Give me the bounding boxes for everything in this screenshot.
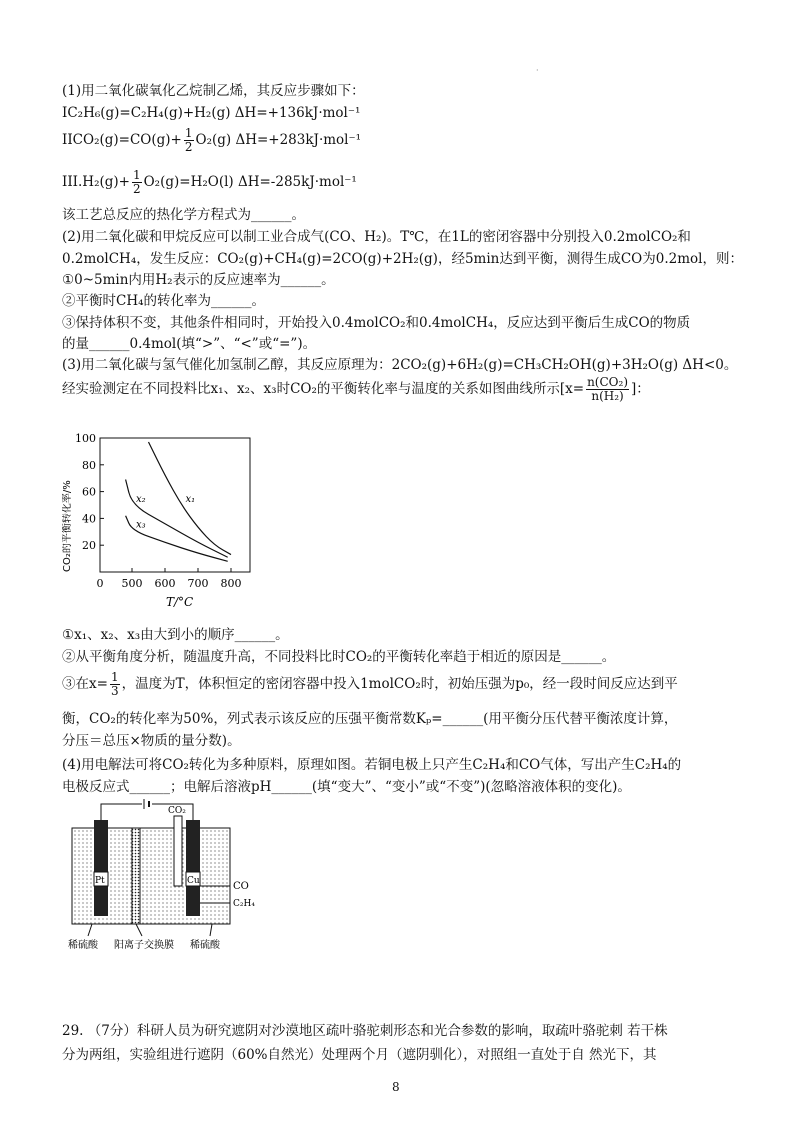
x-tick-label: 0 xyxy=(96,577,104,590)
q3-ratio-text: 经实验测定在不同投料比x₁、x₂、x₃时CO₂的平衡转化率与温度的关系如图曲线所示[x= xyxy=(62,381,585,397)
plot-frame xyxy=(100,438,250,572)
q1-answer-line: 该工艺总反应的热化学方程式为______。 xyxy=(62,207,305,223)
cu-label: Cu xyxy=(187,876,200,886)
series-label-2: x₂ xyxy=(136,494,146,505)
reaction-2-left: IICO₂(g)=CO(g)+ xyxy=(62,132,182,148)
x-axis-label: T/°C xyxy=(166,595,194,609)
electrolysis-cell-diagram xyxy=(62,798,262,958)
series-group xyxy=(126,442,231,561)
q2-intro: (2)用二氧化碳和甲烷反应可以制工业合成气(CO、H₂)。T℃，在1L的密闭容器中分别投入0.2molCO₂和 xyxy=(62,229,691,245)
q3-sub1: ①x₁、x₂、x₃由大到小的顺序______。 xyxy=(62,627,289,643)
series-line-2 xyxy=(126,480,228,558)
q3-sub3-note: 分压＝总压×物质的量分数)。 xyxy=(62,733,241,749)
y-tick-label: 80 xyxy=(82,458,96,472)
q2-sub1: ①0~5min内用H₂表示的反应速率为______。 xyxy=(62,272,335,288)
y-tick-label: 20 xyxy=(82,539,96,553)
x-tick-label: 800 xyxy=(220,577,242,590)
x-tick-label: 700 xyxy=(187,577,209,590)
co-label: CO xyxy=(233,881,249,892)
label-right-acid: 稀硫酸 xyxy=(190,940,220,951)
q2-reaction: 0.2molCH₄，发生反应：CO₂(g)+CH₄(g)=2CO(g)+2H₂(g)，经5min达到平衡，测得生成CO为0.2mol，则： xyxy=(62,251,743,267)
pt-electrode xyxy=(94,820,108,916)
q3-sub3-rest: ，温度为T，体积恒定的密闭容器中投入1molCO₂时，初始压强为p₀，经一段时间反应达到平 xyxy=(121,676,678,692)
q3-sub3-start: ③在x= xyxy=(62,676,108,692)
reaction-3-left: III.H₂(g)+ xyxy=(62,174,130,190)
fraction-third: $\frac{1}{3}$ xyxy=(110,670,119,698)
page-number: 8 xyxy=(392,1080,400,1094)
q1-intro: (1)用二氧化碳氧化乙烷制乙烯，其反应步骤如下： xyxy=(62,83,365,99)
x-tick-label: 600 xyxy=(154,577,176,590)
label-left-acid: 稀硫酸 xyxy=(68,940,98,951)
q3-sub2: ②从平衡角度分析，随温度升高，不同投料比时CO₂的平衡转化率趋于相近的原因是______。 xyxy=(62,649,616,665)
wire xyxy=(101,804,142,820)
reaction-2 xyxy=(62,126,361,154)
x-tick-label: 500 xyxy=(121,577,143,590)
q4-ask: 电极反应式______；电解后溶液pH______(填“变大”、“变小”或“不变”)(忽略溶液体积的变化)。 xyxy=(62,779,631,795)
ion-exchange-membrane xyxy=(132,828,140,924)
c2h4-label: C₂H₄ xyxy=(233,899,255,909)
leader-left xyxy=(88,924,92,936)
q3-ratio-end: ]： xyxy=(631,381,650,397)
y-tick-label: 40 xyxy=(82,512,96,526)
leader-right xyxy=(210,924,212,936)
fraction-half: $\frac{1}{2}$ xyxy=(184,126,193,154)
pt-label: Pt xyxy=(95,876,105,886)
q29-line2: 分为两组，实验组进行遮阴（60%自然光）处理两个月（遮阴驯化），对照组一直处于自 然光下，其 xyxy=(62,1047,657,1063)
y-tick-label: 60 xyxy=(82,485,96,499)
y-axis-label: CO₂的平衡转化率/% xyxy=(62,480,73,572)
q2-sub2: ②平衡时CH₄的转化率为______。 xyxy=(62,293,266,309)
reaction-3-right: O₂(g)=H₂O(l) ΔH=-285kJ·mol⁻¹ xyxy=(143,174,357,190)
fraction-half-2: $\frac{1}{2}$ xyxy=(132,168,141,196)
q29-line1: 29. （7分）科研人员为研究遮阴对沙漠地区疏叶骆驼刺形态和光合参数的影响，取疏叶骆驼刺 若干株 xyxy=(62,1023,668,1039)
co2-inlet-tube xyxy=(174,816,182,886)
q2-sub3: ③保持体积不变，其他条件相同时，开始投入0.4molCO₂和0.4molCH₄，反应达到平衡后生成CO的物质 xyxy=(62,315,691,331)
q4-intro: (4)用电解法可将CO₂转化为多种原料，原理如图。若铜电极上只产生C₂H₄和CO气体，写出产生C₂H₄的 xyxy=(62,757,682,773)
leader-mid xyxy=(136,924,142,936)
co2-inlet-label: CO₂ xyxy=(168,806,186,816)
y-tick-label: 100 xyxy=(75,432,96,445)
series-label-3: x₃ xyxy=(136,519,146,531)
q3-sub3-kp: 衡，CO₂的转化率为50%，列式表示该反应的压强平衡常数Kₚ=______(用平衡分压代替平衡浓度计算， xyxy=(62,711,678,727)
fraction-x: $\frac{\text{n(CO₂)}}{\text{n(H₂)}}$ xyxy=(587,375,628,403)
stray-dot: · xyxy=(536,66,539,75)
x-ticks xyxy=(97,568,242,590)
cu-electrode xyxy=(186,820,200,916)
q3-intro: (3)用二氧化碳与氢气催化加氢制乙醇，其反应原理为：2CO₂(g)+6H₂(g)=CH₃CH₂OH(g)+3H₂O(g) ΔH<0。 xyxy=(62,357,738,373)
reaction-3 xyxy=(62,168,357,196)
reaction-2-right: O₂(g) ΔH=+283kJ·mol⁻¹ xyxy=(195,132,362,148)
cell-right-solution xyxy=(140,828,230,924)
q2-sub3-cont: 的量______0.4mol(填“>”、“<”或“=”)。 xyxy=(62,336,317,352)
q3-ratio-line xyxy=(62,374,650,404)
conversion-chart xyxy=(62,430,282,610)
reaction-1: IC₂H₆(g)=C₂H₄(g)+H₂(g) ΔH=+136kJ·mol⁻¹ xyxy=(62,105,361,121)
q3-sub3 xyxy=(62,668,678,700)
label-membrane: 阳离子交换膜 xyxy=(114,940,174,951)
series-label-1: x₁ xyxy=(185,494,196,505)
